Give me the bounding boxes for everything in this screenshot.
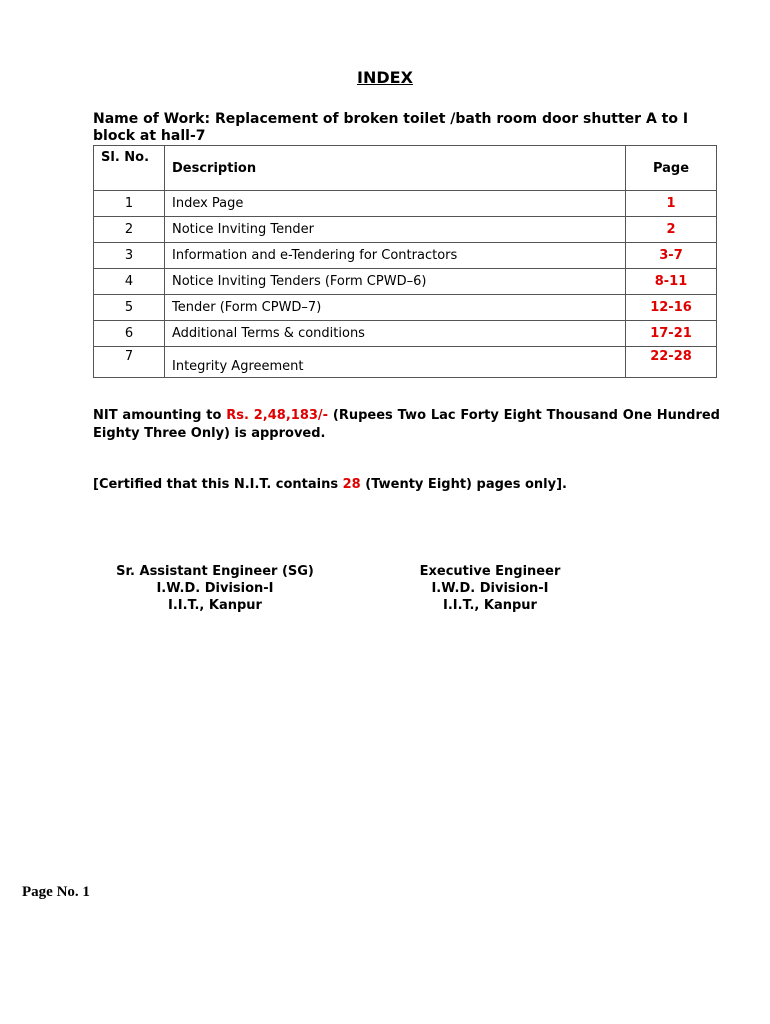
nit-prefix: NIT amounting to: [93, 408, 227, 423]
table-row: [94, 217, 717, 243]
index-table: [93, 145, 717, 378]
row-page: 2: [626, 217, 717, 243]
row-sl-no: 1: [94, 191, 165, 217]
table-row: [94, 269, 717, 295]
nit-suffix: (Rupees Two Lac Forty Eight Thousand One Hundred Eighty Three Only) is approved.: [93, 408, 720, 441]
row-page: 3-7: [626, 243, 717, 269]
signatory-right-institute: I.I.T., Kanpur: [443, 598, 537, 613]
header-sl-no: Sl. No.: [94, 146, 165, 191]
page-title: INDEX: [357, 68, 413, 87]
certificate-prefix: [Certified that this N.I.T. contains: [93, 477, 343, 492]
row-description: Index Page: [165, 191, 626, 217]
row-page: 1: [626, 191, 717, 217]
row-page: 17-21: [626, 321, 717, 347]
signatory-right-division: I.W.D. Division-I: [431, 581, 549, 596]
row-sl-no: 7: [94, 347, 165, 378]
table-row: [94, 295, 717, 321]
row-sl-no: 5: [94, 295, 165, 321]
page-number: Page No. 1: [22, 884, 90, 900]
row-page: 22-28: [626, 347, 717, 378]
name-of-work: Name of Work: Replacement of broken toilet /bath room door shutter A to I block at hall-7: [93, 111, 689, 144]
row-page: 8-11: [626, 269, 717, 295]
row-description: Notice Inviting Tender: [165, 217, 626, 243]
row-sl-no: 6: [94, 321, 165, 347]
header-description: Description: [165, 146, 626, 191]
signatory-left-division: I.W.D. Division-I: [156, 581, 274, 596]
row-sl-no: 4: [94, 269, 165, 295]
row-description: Information and e-Tendering for Contractors: [165, 243, 626, 269]
row-sl-no: 2: [94, 217, 165, 243]
certificate-page-count: 28: [342, 477, 361, 492]
nit-approval-statement: [93, 407, 720, 443]
signatory-left-designation: Sr. Assistant Engineer (SG): [116, 564, 314, 579]
table-row: [94, 191, 717, 217]
index-table-header: [94, 146, 717, 191]
signatory-left-institute: I.I.T., Kanpur: [168, 598, 262, 613]
certificate-statement: [93, 477, 720, 492]
table-row: [94, 321, 717, 347]
nit-amount: Rs. 2,48,183/-: [226, 408, 329, 423]
signatory-left: [110, 563, 320, 614]
row-sl-no: 3: [94, 243, 165, 269]
table-row: [94, 347, 717, 378]
row-description: Integrity Agreement: [165, 347, 626, 378]
table-row: [94, 243, 717, 269]
signatory-right: [405, 563, 575, 614]
certificate-suffix: (Twenty Eight) pages only].: [360, 477, 567, 492]
header-page: Page: [626, 146, 717, 191]
signatory-right-designation: Executive Engineer: [419, 564, 561, 579]
row-description: Additional Terms & conditions: [165, 321, 626, 347]
row-description: Tender (Form CPWD–7): [165, 295, 626, 321]
row-page: 12-16: [626, 295, 717, 321]
row-description: Notice Inviting Tenders (Form CPWD–6): [165, 269, 626, 295]
